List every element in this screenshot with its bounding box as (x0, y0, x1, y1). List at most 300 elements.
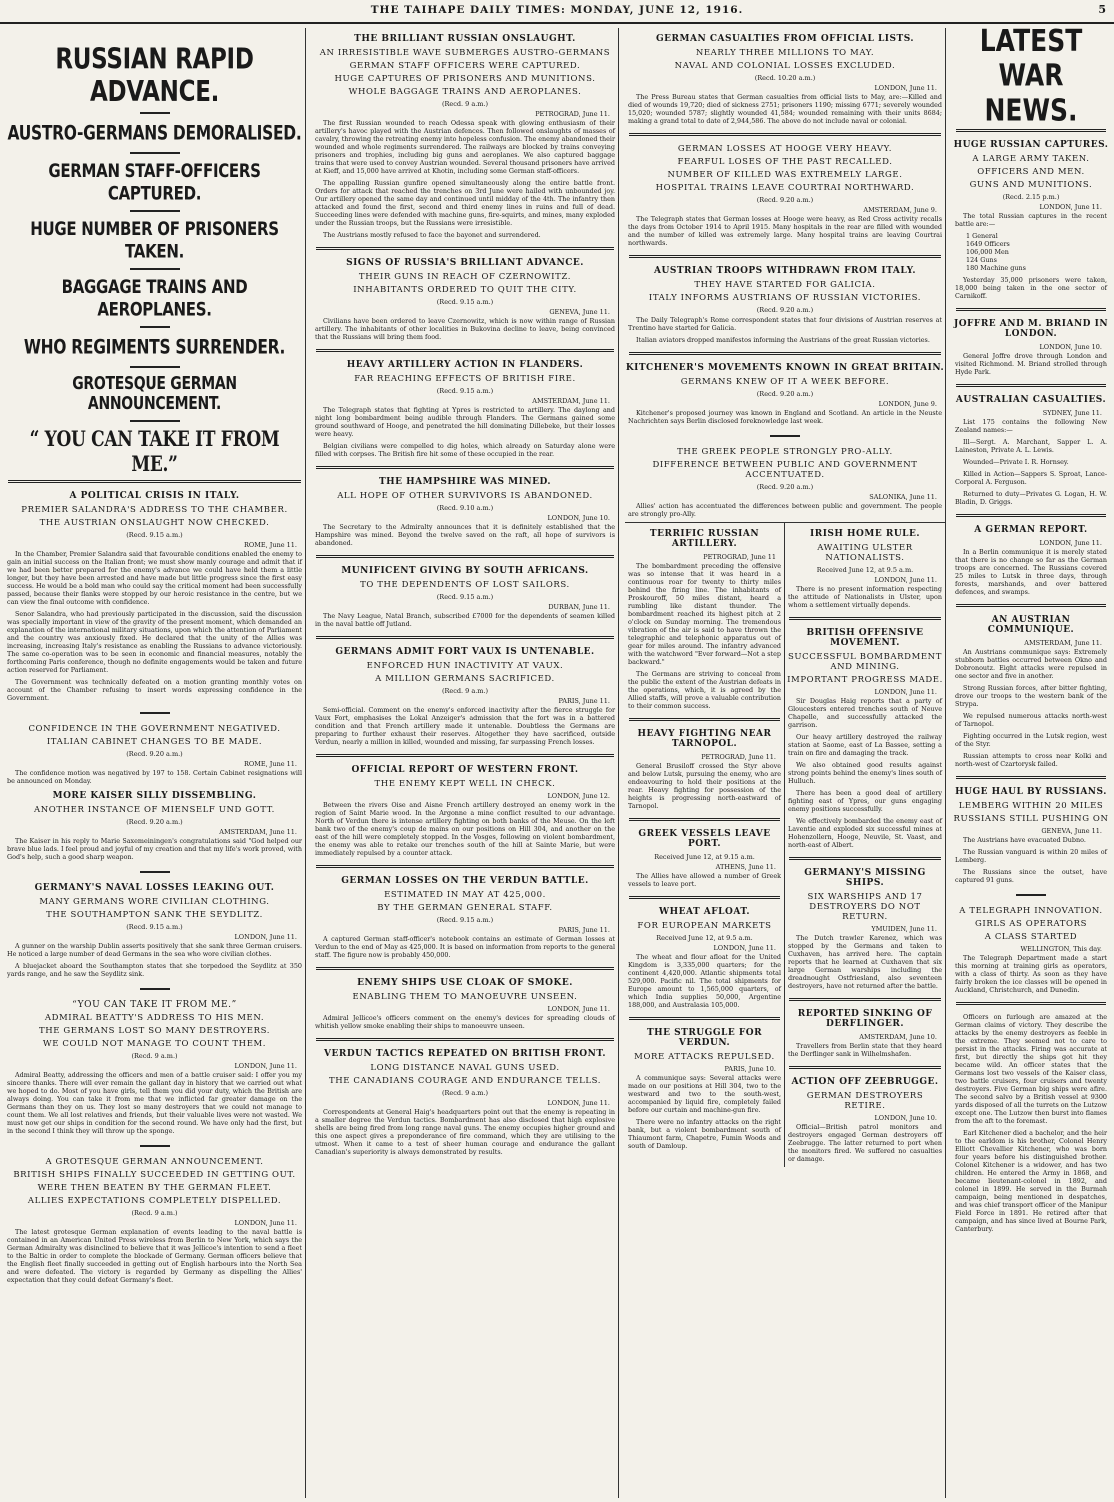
article-headline: HEAVY FIGHTING NEAR TARNOPOL. (637, 729, 772, 749)
dateline: AMSTERDAM, June 11. (219, 828, 297, 836)
divider (140, 112, 170, 114)
received-time: Received June 12, at 9.5 a.m. (656, 934, 753, 942)
article-paragraph: Kitchener's proposed journey was known in England and Scotland. An article in the Neuste Nachrichten says Berlin disclosed foreknowledge last week. (628, 409, 942, 425)
divider (316, 466, 614, 469)
article-paragraph: The Press Bureau states that German casualties from official lists to May, are:—Killed and died of wounds 19,720; died of sickness 2751; prisoners 1190; missing 6771; severely wounded 15,020; wounded 5787; slightly wounded 41,584; wounded remaining with their units 8684; making a grand total to date of 2,944,586. The above do not include naval or colonial. (628, 93, 942, 125)
article-headline: GERMANS ADMIT FORT VAUX IS UNTENABLE. (335, 647, 595, 657)
article-headline: THE STRUGGLE FOR VERDUN. (646, 1028, 763, 1048)
divider (629, 718, 780, 721)
article-subhead: GERMANS KNEW OF IT A WEEK BEFORE. (680, 377, 890, 387)
dateline: PARIS, June 11. (558, 926, 610, 934)
masthead-title: THE TAIHAPE DAILY TIMES: MONDAY, JUNE 12, 1916. (370, 4, 744, 16)
article-headline: HUGE HAUL BY RUSSIANS. (955, 787, 1107, 797)
dateline: LONDON, June 11. (874, 576, 937, 584)
article-subhead: OFFICERS AND MEN. (977, 167, 1085, 177)
article-paragraph: Yesterday 35,000 prisoners were taken, 18,000 being taken in the one sector of Carnikoff. (955, 276, 1107, 300)
list-item: 180 Machine guns (966, 264, 1026, 272)
article-paragraph: Civilians have been ordered to leave Czernowitz, which is now within range of Russian artillery. The inhabitants of other localities in Bukovina decline to leave, being convinced that the Russians will bring them food. (315, 317, 615, 341)
article-subhead: WE COULD NOT MANAGE TO COUNT THEM. (42, 1039, 267, 1049)
article (625, 829, 784, 888)
article-subhead: PREMIER SALANDRA'S ADDRESS TO THE CHAMBER. (21, 505, 288, 515)
article-subhead: GIRLS AS OPERATORS (974, 919, 1087, 929)
article-paragraph: In a Berlin communique it is merely stated that there is no change so far as the German troops are concerned. The Russians covered 25 miles to Lutsk in three days, through forests, marshands, and over battered defences, and swamps. (955, 548, 1107, 596)
article-subhead: FEARFUL LOSES OF THE PAST RECALLED. (677, 157, 893, 167)
article-paragraph: A bluejacket aboard the Southampton states that she torpedoed the Seydlitz at 350 yards range, and he saw the Seydlitz sink. (7, 962, 302, 978)
dateline: WELLINGTON, This day. (1020, 945, 1102, 953)
article-paragraph: Fighting occurred in the Lutsk region, west of the Styr. (955, 732, 1107, 748)
dateline: PETROGRAD, June 11 (703, 553, 776, 561)
article-paragraph: We repulsed numerous attacks north-west of Tarnopol. (955, 712, 1107, 728)
article-paragraph: The Dutch trawler Karenez, which was stopped by the Germans and taken to Cuxhaven, has arrived here. The captain reports that he learned at Cuxhaven that six large German warships including the dreadnought Ostfriesland, also seventeen destroyers, have not returned after the battle. (788, 934, 942, 990)
divider (140, 712, 170, 714)
dateline: LONDON, June 11. (234, 1219, 297, 1227)
subcolumn-right (785, 523, 945, 1167)
article-paragraph: A gunner on the warship Dublin asserts positively that she sank three German cruisers. He noticed a large number of dead Germans in the sea who wore civilian clothes. (7, 942, 302, 958)
article-paragraph: There is no present information respecting the attitude of Nationalists in Ulster, upon whom a settlement virtually depends. (788, 585, 942, 609)
article-headline: GERMAN CASUALTIES FROM OFFICIAL LISTS. (655, 34, 915, 44)
dateline: GENEVA, June 11. (1041, 827, 1102, 835)
article-headline: A GERMAN REPORT. (974, 525, 1088, 535)
article-headline: OFFICIAL REPORT OF WESTERN FRONT. (351, 765, 579, 775)
article-paragraph: Strong Russian forces, after bitter fighting, drove our troops to the western bank of the Strypa. (955, 684, 1107, 708)
article-paragraph: The Kaiser in his reply to Marie Saxemeiningen's congratulations said "God helped our brave blue lads. I feel proud and joyful of my creation and that my life's work proved, with God's help, such a good sharp weapon. (7, 837, 302, 861)
article-subhead: NAVAL AND COLONIAL LOSSES EXCLUDED. (674, 61, 896, 71)
article-paragraph: Allies' action has accentuated the differences between public and government. The people are strongly pro-Ally. (628, 502, 942, 518)
article (312, 477, 618, 547)
article-headline: BRITISH OFFENSIVE MOVEMENT. (806, 628, 924, 648)
divider (956, 1002, 1106, 1005)
article (312, 360, 618, 458)
dateline: PETROGRAD, June 11. (701, 753, 776, 761)
dateline: LONDON, June 11. (547, 1099, 610, 1107)
article-headline: GERMAN LOSSES ON THE VERDUN BATTLE. (341, 876, 589, 886)
dateline: AMSTERDAM, June 10. (859, 1033, 937, 1041)
article-subhead: FOR EUROPEAN MARKETS (637, 921, 772, 931)
divider (629, 896, 780, 899)
article-paragraph: Correspondents at General Haig's headquarters point out that the enemy is repeating in a smaller degree the Verdun tactics. Bombardment has also disclosed that high explosive shells are being fired from long range naval guns. The enemy occupies higher ground and this one aspect gives a preponderance of fire command, which they are utilising to the utmost. When it came to a test of sheer human courage and endurance the gallant Canadian's superiority is always demonstrated by results. (315, 1108, 615, 1156)
dateline: SYDNEY, June 11. (1042, 409, 1102, 417)
column-1 (4, 28, 306, 1498)
masthead (0, 0, 1114, 24)
article-paragraph: There has been a good deal of artillery fighting east of Ypres, our guns engaging enemy positions successfully. (788, 789, 942, 813)
article-subhead: INHABITANTS ORDERED TO QUIT THE CITY. (353, 285, 577, 295)
article-subhead: DIFFERENCE BETWEEN PUBLIC AND GOVERNMENT ACCENTUATED. (652, 460, 918, 480)
article-headline: GERMANY'S MISSING SHIPS. (804, 868, 926, 888)
dateline: PARIS, June 11. (558, 697, 610, 705)
divider (316, 636, 614, 639)
article (785, 1077, 945, 1163)
article-paragraph: The first Russian wounded to reach Odessa speak with glowing enthusiasm of their artillery's havoc played with the Austrian defences. Then followed onslaughts of masses of cavalry, throwing the retreating enemy into hopeless confusion. The enemy abandoned their wounded and whole regiments surrendered. The railways are blocked by trains conveying prisoners and trophies, including big guns and aeroplanes. We also captured baggage trains that were used to convey Austrian wounded. Several thousand prisoners have arrived at Kieff, and 15,000 have arrived at Khotin, including some German staff-officers. (315, 119, 616, 175)
article-subhead: A CLASS STARTED (984, 932, 1078, 942)
column-2 (312, 28, 619, 1498)
divider (130, 152, 180, 154)
divider (956, 776, 1106, 779)
article (785, 628, 945, 849)
article-headline: HEAVY ARTILLERY ACTION IN FLANDERS. (346, 360, 584, 370)
article-paragraph: The appalling Russian gunfire opened simultaneously along the entire battle front. Orders for attack that reached the trenches on 3rd June were hailed with unbounded joy. Our artillery opened the same day and continued until midday of the 4th. The infantry then attacked and found the first, second and third enemy lines in ruins and full of dead. Succeeding lines were defended with machine guns, fire-squirts, and mines, many exploded under the Russian troops, but the Russians were irresistible. (315, 179, 615, 227)
dateline: LONDON, June 10. (1039, 343, 1102, 351)
article-paragraph: The Russian vanguard is within 20 miles of Lemberg. (955, 848, 1107, 864)
headline-deck: WHO REGIMENTS SURRENDER. (23, 335, 286, 359)
dateline: LONDON, June 11. (234, 1062, 297, 1070)
divider (789, 998, 941, 1001)
article (4, 1157, 305, 1284)
article-headline: SIGNS OF RUSSIA'S BRILLIANT ADVANCE. (346, 258, 584, 268)
article (312, 765, 618, 857)
received-time: (Recd. 9 a.m.) (131, 1052, 178, 1060)
divider (789, 617, 941, 620)
article-subhead: A MILLION GERMANS SACRIFICED. (375, 674, 555, 684)
article (625, 363, 945, 425)
article-paragraph: Between the rivers Oise and Aisne French artillery destroyed an enemy work in the region of Saint Marie wood. In the Argonne a mine conflict resulted to our advantage. North of Verdun there is intense artillery fighting on both banks of the Meuse. On the left bank two of the enemy's coup de mains on our positions on Hill 304, and another on the east of the hill were completely stopped. In the Vosges, following on violent bombardment, the enemy was able to retake our trenches south of the hill at Sainte Marie, but were immediately repulsed by a counter attack. (315, 801, 615, 857)
article-paragraph: Semi-official. Comment on the enemy's enforced inactivity after the fierce struggle for Vaux Fort, emphasises the Lokal Anzeiger's admission that the fort was in a battered condition and that French artillery made it untenable. Doubtless the Germans are preparing to further exhaust their reserves. Altogether they have sacrificed, outside Verdun, nearly a million in killed, wounded and missing, far surpassing French losses. (315, 706, 615, 746)
headline-deck: GERMAN STAFF-OFFICERS CAPTURED. (48, 159, 261, 205)
article-paragraph: Admiral Jellicoe's officers comment on the enemy's devices for spreading clouds of whitish yellow smoke enabling their ships to manoeuvre unseen. (315, 1014, 615, 1030)
received-time: (Recd. 9 a.m.) (441, 1089, 489, 1097)
received-time: (Recd. 9.20 a.m.) (126, 750, 183, 758)
article-headline: KITCHENER'S MOVEMENTS KNOWN IN GREAT BRITAIN. (625, 363, 945, 373)
article (625, 907, 784, 1009)
article-paragraph: The Austrians mostly refused to face the bayonet and surrendered. (323, 231, 541, 239)
article-subhead: SUCCESSFUL BOMBARDMENT AND MINING. (788, 652, 942, 672)
page-number: 5 (1098, 3, 1106, 16)
article-subhead: LEMBERG WITHIN 20 MILES (958, 801, 1104, 811)
article (4, 724, 305, 785)
divider (956, 384, 1106, 387)
divider (956, 308, 1106, 311)
article-paragraph: The total Russian captures in the recent battle are:— (955, 212, 1107, 228)
dateline: LONDON, June 11. (1039, 203, 1102, 211)
article-subhead: THE ENEMY KEPT WELL IN CHECK. (374, 779, 556, 789)
article-subhead: MORE ATTACKS REPULSED. (634, 1052, 775, 1062)
article-paragraph: A captured German staff-officer's notebook contains an estimate of German losses at Verdun to the end of May as 425,000. It is based on information from reports to the general staff. The figure now is probably 450,000. (315, 935, 615, 959)
article-paragraph: Returned to duty—Privates G. Logan, H. W. Bladin, D. Griggs. (955, 490, 1107, 506)
article-subhead: A LARGE ARMY TAKEN. (972, 154, 1090, 164)
article-subhead: THEIR GUNS IN REACH OF CZERNOWITZ. (358, 272, 572, 282)
article (625, 1028, 784, 1150)
article-paragraph: List 175 contains the following New Zealand names:— (955, 418, 1107, 434)
dateline: LONDON, June 11. (547, 1005, 610, 1013)
article-subhead: ENABLING THEM TO MANOEUVRE UNSEEN. (352, 992, 578, 1002)
divider (130, 420, 180, 422)
dateline: ATHENS, June 11. (715, 863, 776, 871)
dateline: LONDON, June 11. (234, 933, 297, 941)
divider (130, 210, 180, 212)
article-paragraph: The Daily Telegraph's Rome correspondent states that four divisions of Austrian reserves at Trentino have started for Galicia. (628, 316, 942, 332)
divider (956, 129, 1106, 132)
article-paragraph: Ill—Sergt. A. Marchant, Sapper L. A. Laineston, Private A. L. Lewis. (955, 438, 1107, 454)
headline-deck: HUGE NUMBER OF PRISONERS TAKEN. (30, 217, 279, 263)
dateline: YMUIDEN, June 11. (871, 925, 937, 933)
article-paragraph: Official—British patrol monitors and destroyers engaged German destroyers off Zeebrugge. The latter returned to port when the monitors fired. We suffered no casualties or damage. (788, 1123, 942, 1163)
dateline: SALONIKA, June 11. (869, 493, 937, 501)
article-subhead: ANOTHER INSTANCE OF MIENSELF UND GOTT. (34, 805, 275, 815)
article-paragraph: The Government was technically defeated on a motion granting monthly votes on account of the Chamber refusing to insert words expressing confidence in the Government. (7, 678, 302, 702)
divider (316, 865, 614, 868)
received-time: (Recd. 9.15 a.m.) (436, 916, 494, 924)
article-headline: TERRIFIC RUSSIAN ARTILLERY. (649, 529, 760, 549)
article-paragraph: The Telegraph states that fighting at Ypres is restricted to artillery. The daylong and night long bombardment being audible through Flanders. The Germans gained some ground southward of Hooge, and penetrated the hill dominating Dillebeke, but their losses were heavy. (315, 406, 615, 438)
received-time: (Recd. 9.15 a.m.) (436, 298, 494, 306)
divider (130, 268, 180, 270)
dateline: AMSTERDAM, June 9. (863, 206, 937, 214)
divider (1016, 894, 1046, 896)
article-paragraph: Killed in Action—Sappers S. Sproat, Lance-Corporal A. Ferguson. (955, 470, 1107, 486)
divider (629, 818, 780, 821)
article-paragraph: The bombardment preceding the offensive was so intense that it was heard in a continuous roar for twenty to thirty miles behind the firing line. The inhabitants of Proskouroff, 50 miles distant, heard a rumbling like distant thunder. The bombardment reached its highest pitch at 2 o'clock on Sunday morning. The tremendous vibration of the air is said to have thrown the telegraphic and telephonic apparatus out of gear for miles around. The infantry advanced with the watchword "Ever forward—Not a step backward." (628, 562, 781, 666)
article (952, 906, 1110, 994)
received-time: Received June 12, at 9.5 a.m. (816, 566, 914, 574)
dateline: PETROGRAD, June 11. (535, 110, 610, 118)
divider (130, 366, 180, 368)
article (4, 491, 305, 702)
article (625, 266, 945, 344)
article-subhead: THE GERMANS LOST SO MANY DESTROYERS. (39, 1026, 270, 1036)
dateline: LONDON, June 9. (878, 400, 937, 408)
divider (316, 349, 614, 352)
article-subhead: ITALIAN CABINET CHANGES TO BE MADE. (46, 737, 263, 747)
article-headline: “YOU CAN TAKE IT FROM ME.” (72, 1000, 237, 1010)
received-time: (Recd. 10.20 a.m.) (754, 74, 816, 82)
article-headline: ACTION OFF ZEEBRUGGE. (791, 1077, 939, 1087)
dateline: ROME, June 11. (244, 541, 297, 549)
article-headline: JOFFRE AND M. BRIAND IN LONDON. (953, 319, 1109, 339)
article (625, 144, 945, 247)
article-headline: CONFIDENCE IN THE GOVERNMENT NEGATIVED. (28, 724, 281, 734)
article-subhead: AWAITING ULSTER NATIONALISTS. (817, 543, 913, 563)
received-time: (Recd. 9.20 a.m.) (756, 483, 814, 491)
divider (956, 514, 1106, 517)
article-subhead: ITALY INFORMS AUSTRIANS OF RUSSIAN VICTORIES. (648, 293, 922, 303)
article (625, 447, 945, 518)
article-subhead: THE CANADIANS COURAGE AND ENDURANCE TELLS. (328, 1076, 602, 1086)
dateline: LONDON, June 10. (874, 1114, 937, 1122)
article (312, 1049, 618, 1156)
dateline: LONDON, June 10. (547, 514, 610, 522)
article-subhead: NEARLY THREE MILLIONS TO MAY. (695, 48, 875, 58)
article-headline: AUSTRIAN TROOPS WITHDRAWN FROM ITALY. (654, 266, 916, 276)
article-subhead: BRITISH SHIPS FINALLY SUCCEEDED IN GETTING OUT. (13, 1170, 296, 1180)
article-paragraph: In the Chamber, Premier Salandra said that favourable conditions enabled the enemy to gain an initial success on the Italian front; we must show manly courage and admit that if we had been better prepared for the enemy's advance we could have held them a little longer, but they have been arrested and have made but little progress since the first easy success. He would be a bold man who could say the critical moment had been successfully passed, because their flanks were stopped by our heroic resistance in the centre, but we can view the final outcome with confidence. (7, 550, 302, 606)
divider (140, 871, 170, 873)
divider (316, 247, 614, 250)
article-paragraph: General Brusiloff crossed the Styr above and below Lutsk, pursuing the enemy, who are endeavouring to hold their positions at the rear. Heavy fighting for possession of the heights is progressing north-eastward of Tarnopol. (628, 762, 781, 810)
article-headline: GREEK VESSELS LEAVE PORT. (638, 829, 771, 849)
received-time: (Recd. 9.15 a.m.) (126, 923, 183, 931)
dateline: PARIS, June 10. (724, 1065, 776, 1073)
divider (316, 967, 614, 970)
column-3 (625, 28, 946, 1498)
article-subhead: THE AUSTRIAN ONSLAUGHT NOW CHECKED. (39, 518, 270, 528)
received-time: (Recd. 9.15 a.m.) (436, 593, 494, 601)
article-paragraph: Senor Salandra, who had previously participated in the discussion, said the discussion was specially important in view of the gravity of the present moment, which demanded an explanation of the international military situations, upon which the attention of Parliament and the country was anxiously fixed. He declared that the unity of the Allies was increasing, increasing Italy's resistance as enabling the Russians to advance victoriously. The same co-operation was to be seen in economic and financial measures, notably the forthcoming Paris conference, though no definite engagements would be taken and future action reserved for Parliament. (7, 610, 302, 674)
article-subhead: ENFORCED HUN INACTIVITY AT VAUX. (366, 661, 564, 671)
article-paragraph: Russian attempts to cross near Kolki and north-west of Czartorysk failed. (955, 752, 1107, 768)
article (4, 791, 305, 861)
article-headline: WHEAT AFLOAT. (659, 907, 750, 917)
main-headline: RUSSIAN RAPID ADVANCE. (55, 43, 254, 109)
received-time: (Recd. 9 a.m.) (441, 100, 489, 108)
dateline: LONDON, June 11. (713, 944, 776, 952)
dateline: AMSTERDAM, June 11. (1024, 639, 1102, 647)
article-subhead: LONG DISTANCE NAVAL GUNS USED. (370, 1063, 560, 1073)
article (4, 1000, 305, 1135)
dateline: LONDON, June 11. (874, 84, 937, 92)
article (785, 1009, 945, 1058)
received-time: Received June 12, at 9.15 a.m. (654, 853, 755, 861)
article-headline: IRISH HOME RULE. (810, 529, 920, 539)
article-subhead: BY THE GERMAN GENERAL STAFF. (377, 903, 553, 913)
article-paragraph: The Secretary to the Admiralty announces that it is definitely established that the Hampshire was mined. Beyond the twelve saved on the raft, all hope of survivors is abandoned. (315, 523, 615, 547)
headline-quote: “ YOU CAN TAKE IT FROM ME.” (29, 427, 280, 477)
article-paragraph: There were no infantry attacks on the right bank, but a violent bombardment south of Thiaumont farm, Chapetre, Fumin Woods and south of Damloup. (628, 1118, 781, 1150)
article (312, 876, 618, 959)
article-subhead: MANY GERMANS WORE CIVILIAN CLOTHING. (39, 897, 270, 907)
divider (629, 1017, 780, 1020)
article-subhead: WHOLE BAGGAGE TRAINS AND AEROPLANES. (348, 87, 582, 97)
divider (316, 555, 614, 558)
article (952, 319, 1110, 376)
article (952, 395, 1110, 506)
received-time: (Recd. 9.20 a.m.) (756, 196, 814, 204)
list-item: 1 General (966, 232, 998, 240)
subcolumn-left (625, 523, 785, 1167)
dateline: GENEVA, June 11. (549, 308, 610, 316)
received-time: (Recd. 9 a.m.) (131, 1209, 178, 1217)
article-headline: VERDUN TACTICS REPEATED ON BRITISH FRONT. (324, 1049, 606, 1059)
divider (629, 255, 941, 258)
divider (956, 604, 1106, 607)
article-headline: A TELEGRAPH INNOVATION. (959, 906, 1103, 916)
article-headline: A GROTESQUE GERMAN ANNOUNCEMENT. (45, 1157, 264, 1167)
article-subhead: ALL HOPE OF OTHER SURVIVORS IS ABANDONED. (337, 491, 593, 501)
article-subhead: ALLIES EXPECTATIONS COMPLETELY DISPELLED. (27, 1196, 282, 1206)
headline-deck: AUSTRO-GERMANS DEMORALISED. (7, 121, 302, 145)
article-paragraph: We also obtained good results against strong points behind the enemy's lines south of Hulluch. (788, 761, 942, 785)
article-paragraph: The Allies have allowed a number of Greek vessels to leave port. (628, 872, 781, 888)
article-headline: AN AUSTRIAN COMMUNIQUE. (987, 615, 1075, 635)
article-headline: HUGE RUSSIAN CAPTURES. (953, 140, 1109, 150)
article-subhead: NUMBER OF KILLED WAS EXTREMELY LARGE. (667, 170, 903, 180)
divider (8, 480, 301, 483)
divider (316, 1038, 614, 1041)
list-item: 106,000 Men (966, 248, 1009, 256)
dateline: LONDON, June 12. (547, 792, 610, 800)
article-paragraph: The Telegraph states that German losses at Hooge were heavy, as Red Cross activity recalls the days from October 1914 to April 1915. Many hospitals in the rear are filled with wounded and the number of killed was extremely large. Many hospital trains are leaving Courtrai northwards. (628, 215, 942, 247)
article-subhead: HUGE CAPTURES OF PRISONERS AND MUNITIONS. (334, 74, 596, 84)
article-headline: MUNIFICENT GIVING BY SOUTH AFRICANS. (341, 566, 589, 576)
captures-list (966, 232, 1107, 272)
article-paragraph: The Russians since the outset, have captured 91 guns. (955, 868, 1107, 884)
article (312, 566, 618, 628)
article (4, 883, 305, 978)
dateline: LONDON, June 11. (1039, 539, 1102, 547)
article-subhead: TO THE DEPENDENTS OF LOST SAILORS. (360, 580, 570, 590)
headline-deck: GROTESQUE GERMAN ANNOUNCEMENT. (72, 374, 237, 414)
article-subhead: SIX WARSHIPS AND 17 DESTROYERS DO NOT RETURN. (807, 892, 923, 922)
article-subhead: ESTIMATED IN MAY AT 425,000. (384, 890, 546, 900)
article-paragraph: The latest grotesque German explanation of events leading to the naval battle is contained in an American United Press wireless from Berlin to New York, which says the German Admiralty was disinclined to believe that it was Jellicoe's intention to send a fleet to the Baltic in order to complete the blockade of Germany. German officers believe that the English fleet finally succeeded in getting out of English harbours into the North Sea and were defeated. The victory is regarded by Germany as dispelling the Allies' expectation that they could defeat Germany's fleet. (7, 1228, 302, 1284)
divider (770, 435, 800, 437)
article (625, 34, 945, 125)
article-headline: GERMANY'S NAVAL LOSSES LEAKING OUT. (34, 883, 275, 893)
article-headline: GERMAN LOSSES AT HOOGE VERY HEAVY. (677, 144, 893, 154)
dateline: LONDON, June 11. (874, 688, 937, 696)
divider (789, 857, 941, 860)
article-headline: MORE KAISER SILLY DISSEMBLING. (52, 791, 257, 801)
article-headline: THE BRILLIANT RUSSIAN ONSLAUGHT. (354, 34, 576, 44)
article (625, 729, 784, 810)
article-paragraph: Italian aviators dropped manifestos informing the Austrians of the great Russian victories. (636, 336, 930, 344)
article-paragraph: Our heavy artillery destroyed the railway station at Saome, east of La Bassee, setting a train on fire and damaging the track. (788, 733, 942, 757)
two-column-section (625, 522, 945, 1167)
received-time: (Recd. 9.20 a.m.) (756, 306, 814, 314)
dateline: AMSTERDAM, June 11. (532, 397, 610, 405)
article-paragraph: An Austrians communique says: Extremely stubborn battles occurred between Okno and Dobronoutz. Eight attacks were repulsed in one sector and five in another. (955, 648, 1107, 680)
article (785, 868, 945, 990)
article-headline: THE HAMPSHIRE WAS MINED. (378, 477, 552, 487)
column-4 (952, 28, 1110, 1498)
article-paragraph: The Austrians have evacuated Dubno. (963, 836, 1086, 844)
article (785, 529, 945, 609)
article-paragraph: Admiral Beatty, addressing the officers and men of a battle cruiser said: I offer you my sincere thanks. There will ever remain the gallant day in history that we carried out what we hoped to do. Most of you have girls, tell them you did your duty, which the British are always doing. You can take it from me that we inflicted far greater damage on the Germans than they on us. They lost so many destroyers that we could not manage to count them. We all lost relatives and friends, but their valuable lives were not wasted. We must now get our ships in condition for the second round. We have only had the first, but in the second I think they will throw up the sponge. (7, 1071, 302, 1135)
article-headline: REPORTED SINKING OF DERFLINGER. (797, 1009, 933, 1029)
article-subhead: IMPORTANT PROGRESS MADE. (787, 675, 943, 685)
article-paragraph: The wheat and flour afloat for the United Kingdom is 3,335,000 quarters; for the continent 4,420,000. Atlantic shipments total 529,000. Pacific nil. The total shipments for Europe amount to 1,565,000 quarters, of which India supplies 50,000, Argentine 188,000, and Australasia 105,000. (628, 953, 781, 1009)
headline-deck: BAGGAGE TRAINS AND AEROPLANES. (61, 275, 248, 321)
article-subhead: HOSPITAL TRAINS LEAVE COURTRAI NORTHWARD. (655, 183, 915, 193)
article-paragraph: Wounded—Private I. R. Hornsey. (963, 458, 1069, 466)
divider (140, 988, 170, 990)
article-paragraph: A communique says: Several attacks were made on our positions at Hill 304, two to the westward and two to the south-west, accompanied by liquid fire, completely failed before our curtain and machine-gun fire. (628, 1074, 781, 1114)
article (312, 34, 618, 239)
article-paragraph: Belgian civilians were compelled to dig holes, which already on Saturday alone were filled with corpses. The British fire hit some of these occupied in the rear. (315, 442, 615, 458)
article-paragraph: General Joffre drove through London and visited Richmond. M. Briand strolled through Hyde Park. (955, 352, 1107, 376)
article-paragraph: The confidence motion was negatived by 197 to 158. Certain Cabinet resignations will be announced on Monday. (7, 769, 302, 785)
article-subhead: WERE THEN BEATEN BY THE GERMAN FLEET. (37, 1183, 272, 1193)
article-subhead: GUNS AND MUNITIONS. (969, 180, 1093, 190)
divider (629, 352, 941, 355)
article-subhead: ADMIRAL BEATTY'S ADDRESS TO HIS MEN. (44, 1013, 265, 1023)
received-time: (Recd. 9.15 a.m.) (126, 531, 183, 539)
article (312, 978, 618, 1030)
received-time: (Recd. 9.15 a.m.) (436, 387, 494, 395)
received-time: (Recd. 9 a.m.) (441, 687, 489, 695)
article-subhead: RUSSIANS STILL PUSHING ON (953, 814, 1109, 824)
article-headline: A POLITICAL CRISIS IN ITALY. (69, 491, 240, 501)
article-headline: AUSTRALIAN CASUALTIES. (955, 395, 1107, 405)
article-paragraph: We effectively bombarded the enemy east of Laventie and exploded six successful mines at Hohenzollern, Hooge, Neuvile, St. Vaast, and north-east of Albert. (788, 817, 942, 849)
article-subhead: FAR REACHING EFFECTS OF BRITISH FIRE. (354, 374, 576, 384)
article-paragraph: The Germans are striving to conceal from the public the extent of the Austrian defeats in the operations, which, it is agreed by the Allied staffs, will prove a valuable contribution to their common success. (628, 670, 781, 710)
article-paragraph: The Navy League, Natal Branch, subscribed £7000 for the dependents of seamen killed in the naval battle off Jutland. (315, 612, 615, 628)
article-paragraph: Earl Kitchener died a bachelor, and the heir to the earldom is his brother, Colonel Henry Elliott Chevallier Kitchener, who was born four years before his distinguished brother. Colonel Kitchener is a widower, and has two children. He entered the Army in 1868, and became lieutenant-colonel in 1892, and colonel in 1899. He served in the Burmah campaign, being mentioned in despatches, and was chief transport officer of the Manipur Field Force in 1891. He retired after that campaign, and has since lived at Bourne Park, Canterbury. (955, 1129, 1107, 1233)
article-subhead: THE SOUTHAMPTON SANK THE SEYDLITZ. (46, 910, 263, 920)
divider (140, 1145, 170, 1147)
article-paragraph: The Telegraph Department made a start this morning at training girls as operators, with a class of thirty. As soon as they have fairly broken the ice classes will be opened in Auckland, Christchurch, and Dunedin. (955, 954, 1107, 994)
article-paragraph: Travellers from Berlin state that they heard the Derflinger sank in Wilhelmshafen. (788, 1042, 942, 1058)
dateline: ROME, June 11. (244, 760, 297, 768)
list-item: 1649 Officers (966, 240, 1010, 248)
article (952, 140, 1110, 300)
article-headline: ENEMY SHIPS USE CLOAK OF SMOKE. (357, 978, 573, 988)
article (952, 1013, 1110, 1233)
article-headline: THE GREEK PEOPLE STRONGLY PRO-ALLY. (677, 447, 893, 457)
divider (140, 326, 170, 328)
received-time: (Recd. 9.20 a.m.) (126, 818, 183, 826)
dateline: DURBAN, June 11. (548, 603, 610, 611)
divider (316, 754, 614, 757)
